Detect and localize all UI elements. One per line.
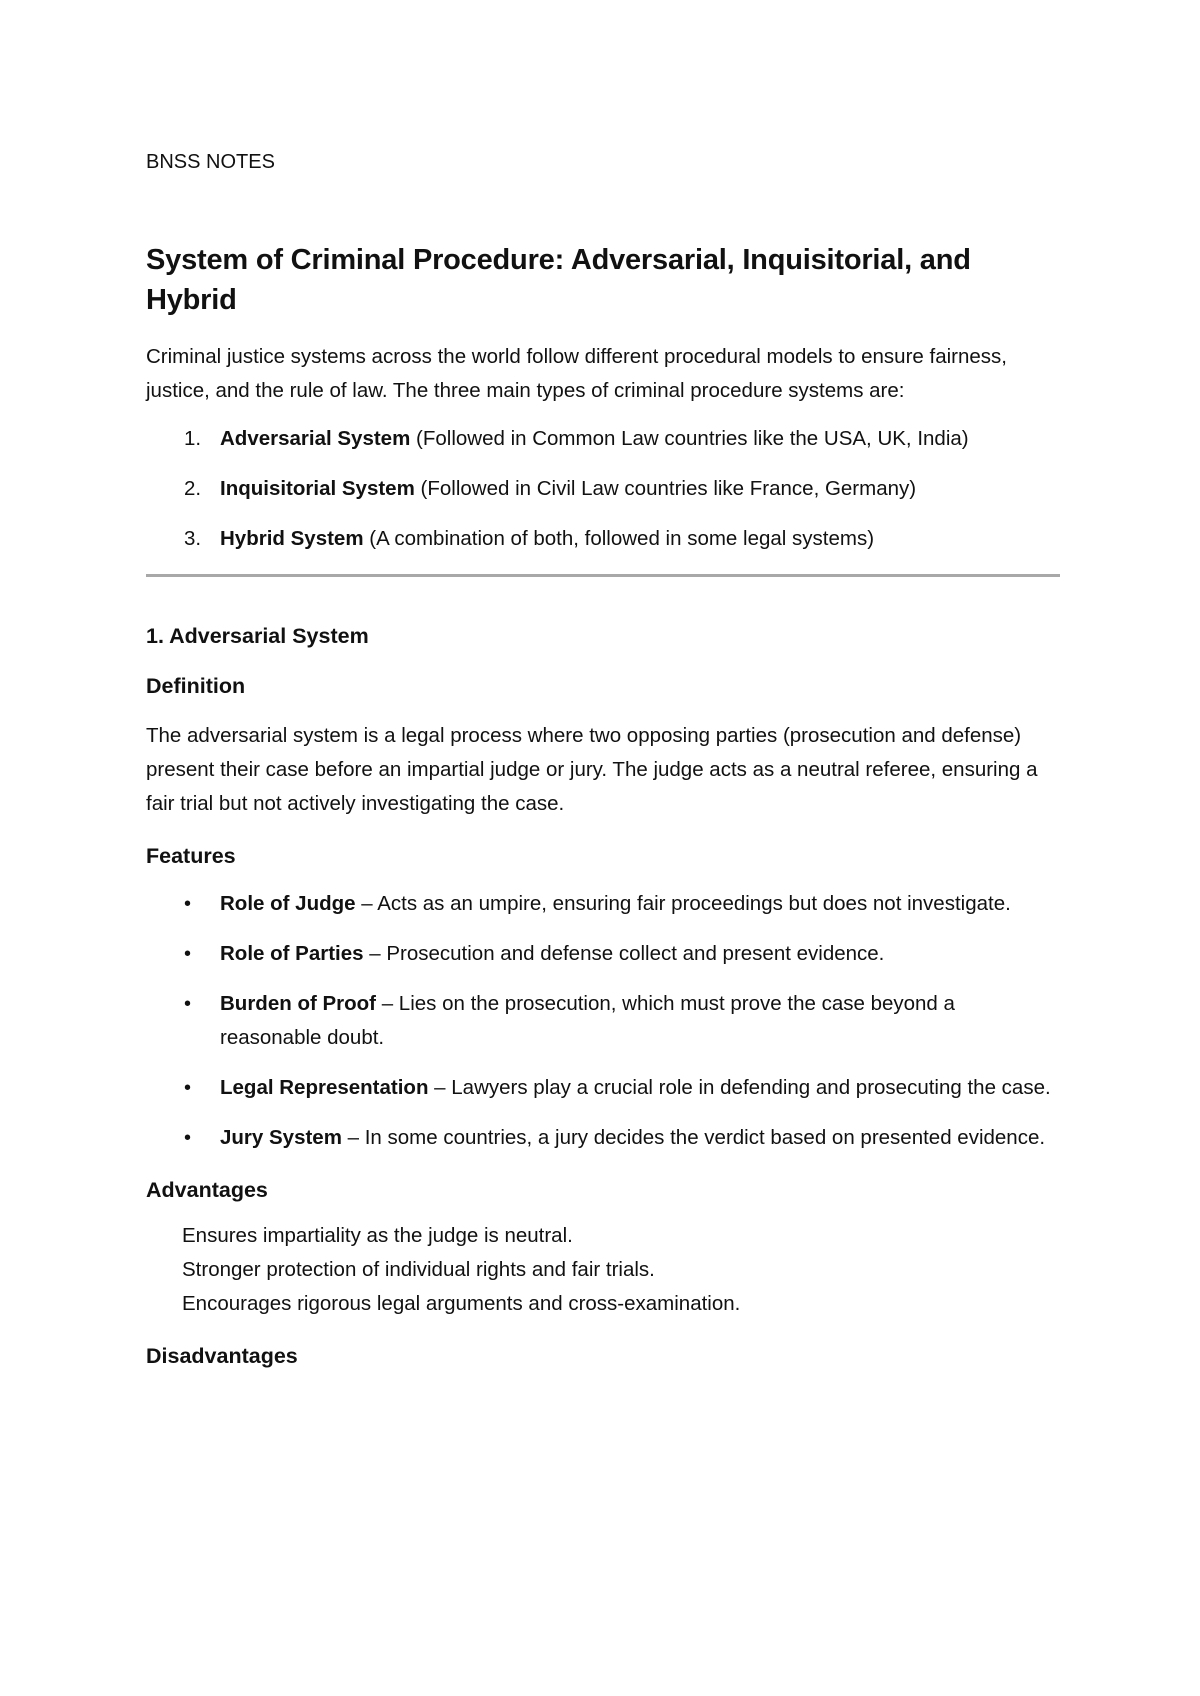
feature-description: – Prosecution and defense collect and present evidence. [363, 942, 885, 965]
definition-paragraph: The adversarial system is a legal process where two opposing parties (prosecution and defense) present their case before an impartial judge or jury. The judge acts as a neutral referee, ensuring a fair trial but not actively investigating the case. [146, 724, 1038, 815]
feature-term: Jury System [220, 1126, 342, 1149]
feature-description: – In some countries, a jury decides the verdict based on presented evidence. [341, 1126, 1046, 1149]
bullet-icon: • [184, 943, 192, 965]
advantages-heading: Advantages [146, 1178, 268, 1202]
bullet-icon: • [184, 893, 192, 915]
feature-description: – Acts as an umpire, ensuring fair proceedings but does not investigate. [355, 892, 1011, 915]
list-item: Encourages rigorous legal arguments and cross-examination. [182, 1292, 741, 1315]
system-term: Inquisitorial System [220, 477, 415, 500]
list-item [146, 987, 1060, 1055]
feature-term: Legal Representation [220, 1076, 429, 1099]
definition-heading: Definition [146, 674, 246, 698]
bullet-icon: • [184, 1127, 192, 1149]
system-description: (A combination of both, followed in some legal systems) [363, 527, 875, 550]
bullet-icon: • [184, 1077, 192, 1099]
system-description: (Followed in Common Law countries like the USA, UK, India) [410, 427, 969, 450]
systems-list [146, 424, 1060, 554]
list-item [146, 1121, 1060, 1155]
system-term: Adversarial System [220, 427, 411, 450]
document-content [146, 148, 1060, 1371]
features-heading: Features [146, 844, 236, 868]
feature-term: Role of Parties [220, 942, 364, 965]
features-list [146, 887, 1060, 1155]
feature-term: Role of Judge [220, 892, 356, 915]
list-item [146, 887, 1060, 921]
feature-description: – Lawyers play a crucial role in defending and prosecuting the case. [428, 1076, 1051, 1099]
list-item [146, 524, 1060, 554]
system-description: (Followed in Civil Law countries like France, Germany) [414, 477, 917, 500]
bullet-icon: • [184, 993, 192, 1015]
feature-description: – Lies on the prosecution, which must prove the case beyond a reasonable doubt. [220, 992, 955, 1049]
list-item [146, 424, 1060, 454]
horizontal-divider [146, 574, 1060, 577]
intro-paragraph: Criminal justice systems across the world follow different procedural models to ensure fairness, justice, and the rule of law. The three main types of criminal procedure systems are: [146, 345, 1007, 402]
list-item: Ensures impartiality as the judge is neutral. [182, 1224, 573, 1247]
header-note: BNSS NOTES [146, 151, 275, 173]
feature-term: Burden of Proof [220, 992, 377, 1015]
list-number: 3. [184, 527, 202, 550]
system-term: Hybrid System [220, 527, 364, 550]
list-number: 2. [184, 477, 202, 500]
list-number: 1. [184, 427, 202, 450]
list-item: Stronger protection of individual rights and fair trials. [182, 1258, 655, 1281]
disadvantages-heading: Disadvantages [146, 1344, 298, 1368]
list-item [146, 937, 1060, 971]
list-item [146, 474, 1060, 504]
page-title: System of Criminal Procedure: Adversarial, Inquisitorial, and Hybrid [146, 244, 971, 316]
advantages-list [146, 1219, 1060, 1321]
section-title: 1. Adversarial System [146, 624, 369, 648]
list-item [146, 1071, 1060, 1105]
